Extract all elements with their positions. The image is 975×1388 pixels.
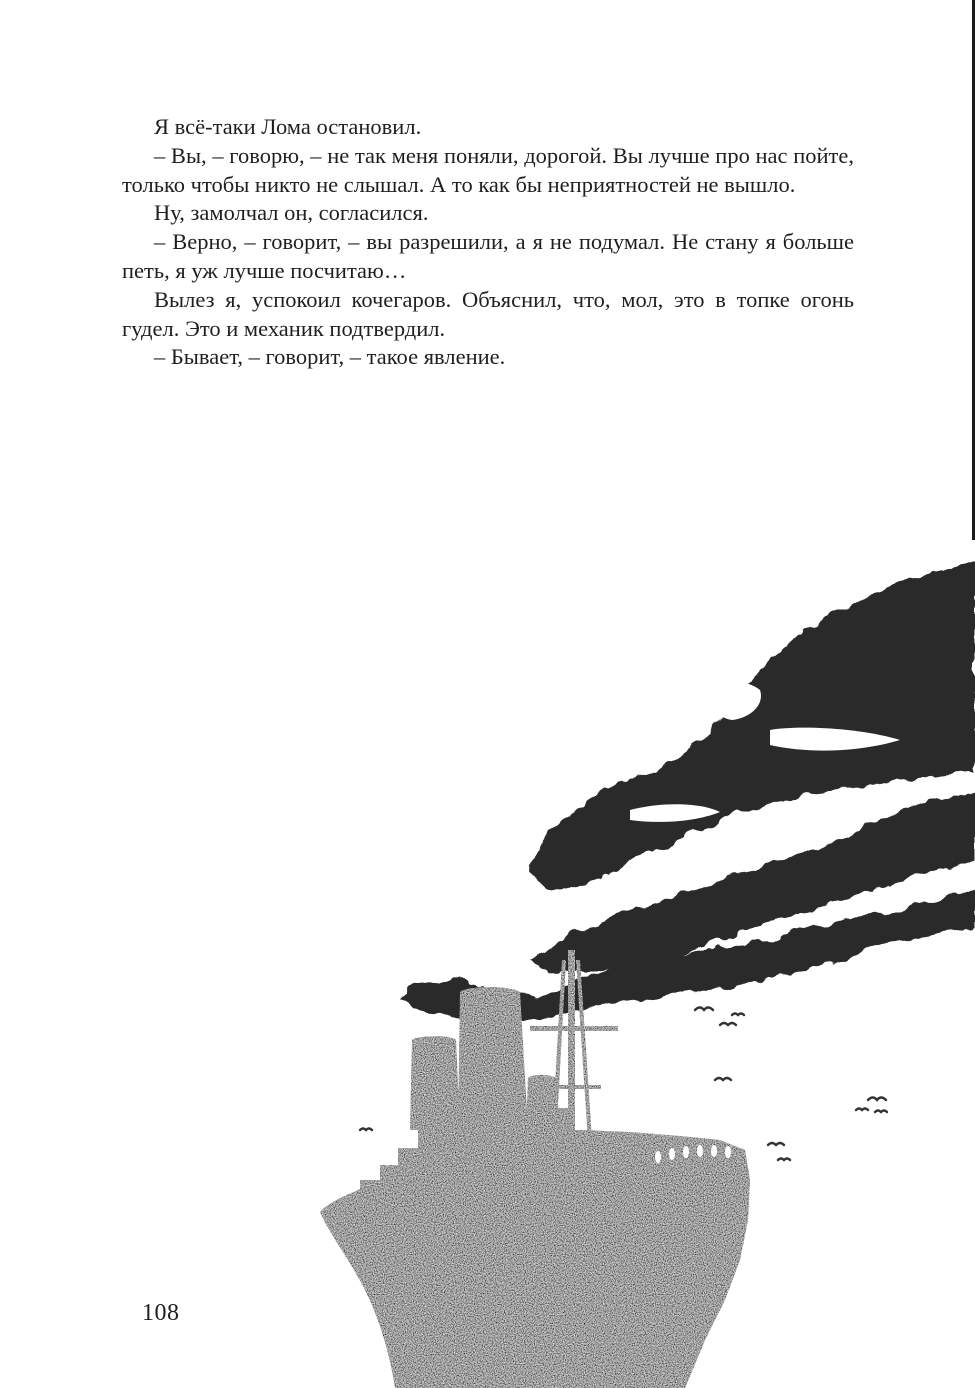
paragraph-5: Вылез я, успокоил кочегаров. Объяснил, что, мол, это в топке огонь гудел. Это и механик подтвердил.: [122, 286, 854, 341]
seagull-1: [695, 1008, 713, 1011]
seagull-3: [732, 1014, 744, 1016]
mast-yard: [530, 1026, 618, 1031]
seagull-8: [856, 1109, 868, 1111]
funnel-left: [410, 1036, 460, 1130]
smoke-plume: [400, 562, 975, 1020]
funnel-center: [458, 987, 528, 1130]
paragraph-3: Ну, замолчал он, согласился.: [154, 200, 429, 226]
page-number: 108: [142, 1300, 180, 1326]
paragraph-4: – Верно, – говорит, – вы разрешили, а я не подумал. Не стану я больше петь, я уж лучше посчитаю…: [122, 229, 854, 283]
seagull-10: [360, 1129, 372, 1131]
paragraph-2: – Вы, – говорю, – не так меня поняли, дорогой. Вы лучше про нас пойте, только чтобы никто не слышал. А то как бы неприятностей не вышло.: [122, 142, 854, 197]
paragraph-1: Я всё-таки Лома остановил.: [154, 114, 422, 139]
seagull-4: [715, 1078, 731, 1080]
ship-mast: [568, 950, 575, 1140]
seagull-5: [768, 1143, 784, 1145]
seagull-7: [868, 1098, 886, 1101]
mast-yard-lower: [546, 1085, 601, 1089]
body-text: [122, 113, 854, 372]
seagull-6: [778, 1159, 790, 1161]
seagull-9: [875, 1111, 887, 1113]
paragraph-6: – Бывает, – говорит, – такое явление.: [154, 344, 506, 370]
seagull-2: [720, 1023, 736, 1025]
steamship-illustration: [300, 540, 975, 1388]
